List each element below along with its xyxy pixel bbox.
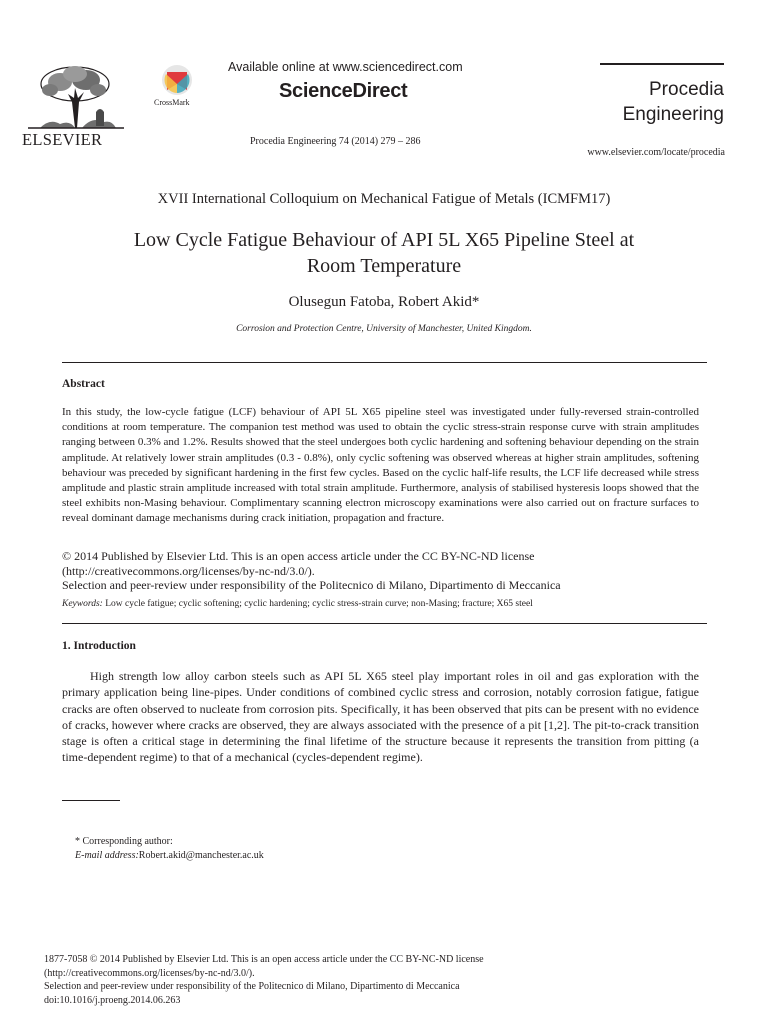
introduction-heading: 1. Introduction	[62, 640, 136, 652]
keywords	[62, 599, 702, 609]
email-address-link[interactable]: Robert.akid@manchester.ac.uk	[138, 849, 264, 861]
email-line	[75, 849, 264, 863]
authors: Olusegun Fatoba, Robert Akid*	[288, 294, 480, 310]
email-label: E-mail address:	[75, 849, 139, 861]
conference-name: XVII International Colloquium on Mechanical Fatigue of Metals (ICMFM17)	[157, 191, 611, 207]
affiliation: Corrosion and Protection Centre, University of Manchester, United Kingdom.	[236, 324, 532, 334]
paper-title-line1: Low Cycle Fatigue Behaviour of API 5L X65 Pipeline Steel at	[133, 229, 635, 251]
section-divider-top	[62, 362, 707, 363]
paper-title	[40, 227, 728, 279]
peer-review-line: Selection and peer-review under responsibility of the Politecnico di Milano, Dipartimento di Meccanica	[62, 578, 561, 592]
keywords-label: Keywords:	[62, 599, 103, 609]
journal-title	[600, 77, 724, 127]
elsevier-wordmark: ELSEVIER	[22, 130, 103, 149]
copyright-notice	[62, 549, 702, 593]
abstract-heading: Abstract	[62, 378, 105, 390]
footer-issn-line: 1877-7058 © 2014 Published by Elsevier Ltd. This is an open access article under the CC BY-NC-ND license	[44, 954, 484, 965]
keywords-text: Low cycle fatigue; cyclic softening; cyclic hardening; cyclic stress-strain curve; non-Masing; fracture; X65 steel	[102, 599, 533, 609]
doi-link[interactable]: doi:10.1016/j.proeng.2014.06.263	[44, 995, 181, 1007]
abstract-body: In this study, the low-cycle fatigue (LCF) behaviour of API 5L X65 pipeline steel was investigated under fully-reversed strain-controlled conditions at room temperature. The companion test method was used to obtain the cyclic stress-strain response curve with strain amplitudes ranging between 0.3% and 1.2%. Results showed that the steel undergoes both cyclic hardening and softening behaviour depending on the strain amplitude. At relatively lower strain amplitudes (0.3 - 0.8%), only cyclic softening was observed whereas at higher strain amplitudes, softening behaviour was preceded by significant hardening in the first few cycles. Based on the cyclic half-life results, the LCF life decreased while stress amplitude and plastic strain amplitude increased with total strain amplitude. Furthermore, analysis of stabilised hysteresis loops showed that the steel exhibits non-Masing behaviour. Complimentary scanning electron microscopy examinations were also carried out on fracture surfaces to reveal dominant damage mechanisms during crack initiation, propagation and fracture.	[62, 406, 699, 525]
corresponding-author-label: * Corresponding author:	[75, 836, 173, 847]
journal-title-line1: Procedia	[649, 79, 724, 100]
copyright-line: © 2014 Published by Elsevier Ltd. This is an open access article under the CC BY-NC-ND license	[62, 549, 535, 563]
journal-title-line2: Engineering	[622, 104, 724, 125]
footer-license-link[interactable]: (http://creativecommons.org/licenses/by-nc-nd/3.0/).	[44, 967, 255, 979]
crossmark-label: CrossMark	[154, 98, 190, 107]
paper-title-line2: Room Temperature	[306, 255, 462, 277]
journal-citation: Procedia Engineering 74 (2014) 279 – 286	[250, 136, 421, 147]
page-footer	[44, 953, 724, 1008]
license-link[interactable]: (http://creativecommons.org/licenses/by-nc-nd/3.0/).	[62, 563, 315, 578]
introduction-body: High strength low alloy carbon steels such as API 5L X65 steel play important roles in oil and gas exploration with the primary application being line-pipes. Under conditions of combined cyclic stress and corrosion, notably corrosion fatigue, fatigue cracks are often observed to nucleate from corrosion pits. Specifically, it has been observed that pits can be present with no evidence of cracks, however where cracks are observed, they are always associated with the presence of a pit [1,2]. The pit-to-crack transition stage is often a critical stage in determining the final lifetime of the structure because it represents the transition from pitting (a time-dependent regime) to that of a mechanical (cycles-dependent regime).	[62, 669, 699, 765]
header-rule	[600, 63, 724, 65]
crossmark-icon[interactable]	[152, 62, 202, 114]
journal-url-link[interactable]: www.elsevier.com/locate/procedia	[587, 147, 725, 158]
footnote-rule	[62, 800, 120, 801]
sciencedirect-logo[interactable]: ScienceDirect	[279, 80, 408, 102]
footnote	[75, 835, 264, 862]
footer-peer-review-line: Selection and peer-review under responsibility of the Politecnico di Milano, Dipartimento di Meccanica	[44, 981, 460, 993]
section-divider-bottom	[62, 623, 707, 624]
available-online-text: Available online at www.sciencedirect.com	[228, 60, 463, 74]
